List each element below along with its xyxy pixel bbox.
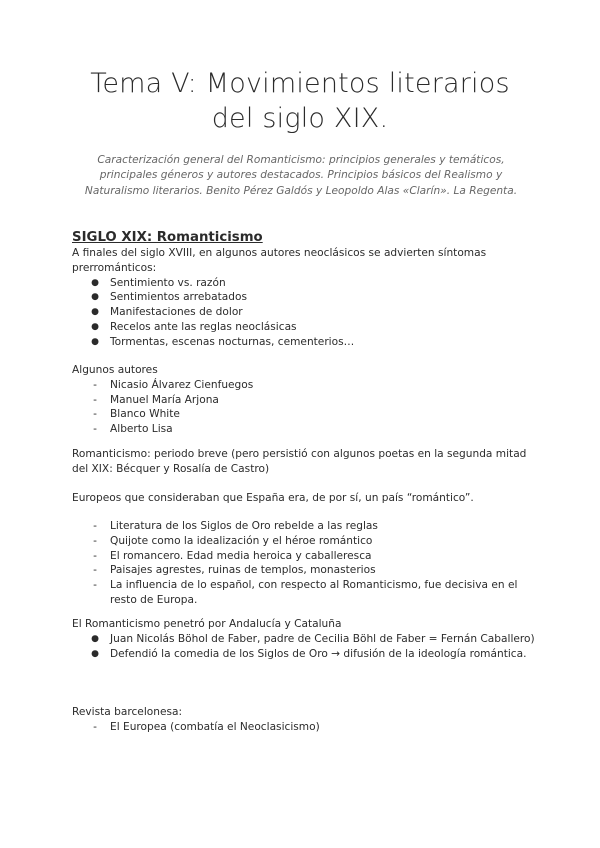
authors-list xyxy=(72,378,542,437)
dash-icon: - xyxy=(93,520,97,532)
penetration-block xyxy=(72,617,542,661)
list-item: ● Sentimientos arrebatados xyxy=(72,290,542,305)
list-item: ● Manifestaciones de dolor xyxy=(72,305,542,320)
subtitle-end: . xyxy=(513,184,518,197)
list-item: ● Tormentas, escenas nocturnas, cementerios… xyxy=(72,335,542,350)
subtitle-emphasis: La Regenta xyxy=(453,184,514,197)
list-item: - Alberto Lisa xyxy=(72,422,542,437)
subtitle xyxy=(78,153,524,199)
list-item: ● Juan Nicolás Böhol de Faber, padre de Cecilia Böhl de Faber = Fernán Caballero) xyxy=(72,632,542,647)
dash-icon: - xyxy=(93,423,97,436)
section-heading: SIGLO XIX: Romanticismo xyxy=(72,230,263,245)
authors-label: Algunos autores xyxy=(72,364,158,376)
dash-icon: - xyxy=(93,378,97,391)
bullet-icon: ● xyxy=(91,336,99,347)
title-line-2: del siglo XIX. xyxy=(211,103,389,134)
dash-icon: - xyxy=(93,579,97,592)
bullet-icon: ● xyxy=(91,277,99,288)
penetration-paragraph: El Romanticismo penetró por Andalucía y Cataluña xyxy=(72,618,342,630)
list-item: - Paisajes agrestes, ruinas de templos, monasterios xyxy=(72,563,542,578)
dash-icon: - xyxy=(93,393,97,406)
dash-icon: - xyxy=(93,720,97,733)
list-item: - Manuel María Arjona xyxy=(72,393,542,408)
bullet-icon: ● xyxy=(91,633,99,644)
dash-icon: - xyxy=(93,534,97,547)
list-item: ● Sentimiento vs. razón xyxy=(72,276,542,291)
bullet-icon: ● xyxy=(91,307,99,318)
list-item: - Literatura de los Siglos de Oro rebelde a las reglas xyxy=(72,519,542,534)
list-item: - El Europea (combatía el Neoclasicismo) xyxy=(72,720,542,735)
title-line-1: Tema V: Movimientos literarios xyxy=(90,68,510,99)
dash-icon: - xyxy=(93,408,97,421)
list-item: - Quijote como la idealización y el héroe romántico xyxy=(72,534,542,549)
europeans-paragraph: Europeos que consideraban que España era, de por sí, un país “romántico”. xyxy=(72,492,474,504)
prerom-list xyxy=(72,276,542,350)
intro-paragraph: A finales del siglo XVIII, en algunos autores neoclásicos se advierten síntomas prerrománticos: xyxy=(72,247,487,274)
magazine-label: Revista barcelonesa: xyxy=(72,706,183,718)
europe-list xyxy=(72,519,542,608)
list-item: - La influencia de lo español, con respecto al Romanticismo, fue decisiva en el resto de Europa. xyxy=(72,578,542,608)
penetration-list xyxy=(72,632,542,662)
europe-block xyxy=(72,519,542,608)
list-item: - Nicasio Álvarez Cienfuegos xyxy=(72,378,542,393)
dash-icon: - xyxy=(93,564,97,577)
romanticism-paragraph: Romanticismo: periodo breve (pero persistió con algunos poetas en la segunda mitad del XIX: Bécquer y Rosalía de Castro) xyxy=(72,448,527,475)
subtitle-text: Caracterización general del Romanticismo: principios generales y temáticos, principales géneros y autores destacados. Principios básicos del Realismo y Naturalismo literarios. Benito Pérez Galdós y Leopoldo Alas «Clarín». xyxy=(84,154,505,197)
page-title xyxy=(0,66,600,136)
bullet-icon: ● xyxy=(91,648,99,659)
authors-block xyxy=(72,363,542,437)
list-item: ● Defendió la comedia de los Siglos de Oro → difusión de la ideología romántica. xyxy=(72,647,542,662)
bullet-icon: ● xyxy=(91,321,99,332)
list-item: - El romancero. Edad media heroica y caballeresca xyxy=(72,549,542,564)
section-block-1 xyxy=(72,230,542,350)
magazine-block xyxy=(72,705,542,735)
list-item: - Blanco White xyxy=(72,407,542,422)
dash-icon: - xyxy=(93,549,97,562)
list-item: ● Recelos ante las reglas neoclásicas xyxy=(72,320,542,335)
bullet-icon: ● xyxy=(91,292,99,303)
magazine-list xyxy=(72,720,542,735)
